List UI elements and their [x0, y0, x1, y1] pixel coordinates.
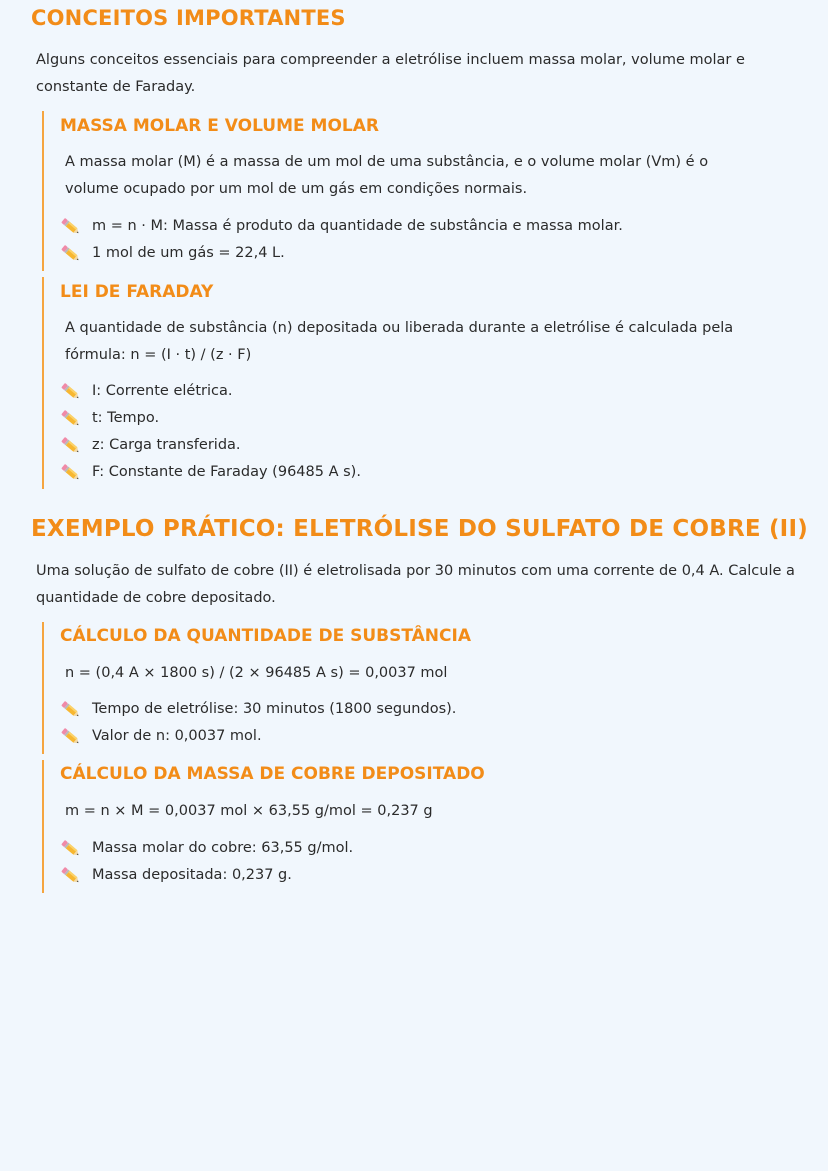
pencil-icon — [59, 243, 81, 263]
list-item: 1 mol de um gás = 22,4 L. — [59, 239, 623, 266]
pencil-icon — [59, 408, 81, 428]
list-item: Tempo de eletrólise: 30 minutos (1800 segundos). — [59, 695, 456, 722]
list-item: m = n · M: Massa é produto da quantidade de substância e massa molar. — [59, 212, 623, 239]
mass-bullet-list — [59, 834, 353, 888]
example-title: EXEMPLO PRÁTICO: ELETRÓLISE DO SULFATO DE COBRE (II) — [31, 516, 808, 542]
pencil-icon — [59, 726, 81, 746]
section-substance — [42, 622, 802, 754]
pencil-icon — [59, 435, 81, 455]
list-item: t: Tempo. — [59, 404, 361, 431]
pencil-icon — [59, 699, 81, 719]
pencil-icon — [59, 838, 81, 858]
molar-text: A massa molar (M) é a massa de um mol de uma substância, e o volume molar (Vm) é o volume ocupado por um mol de um gás em condições normais. — [65, 154, 709, 197]
example-intro: Uma solução de sulfato de cobre (II) é eletrolisada por 30 minutos com uma corrente de 0,4 A. Calcule a quantidade de cobre depositado. — [36, 563, 795, 606]
list-item: Valor de n: 0,0037 mol. — [59, 722, 456, 749]
substance-bullet-list — [59, 695, 456, 749]
mass-title: CÁLCULO DA MASSA DE COBRE DEPOSITADO — [60, 764, 485, 784]
molar-bullet-list — [59, 212, 623, 266]
list-item: Massa molar do cobre: 63,55 g/mol. — [59, 834, 353, 861]
concepts-intro: Alguns conceitos essenciais para compreender a eletrólise incluem massa molar, volume molar e constante de Faraday. — [36, 52, 745, 95]
concepts-title: CONCEITOS IMPORTANTES — [31, 6, 346, 30]
section-faraday — [42, 277, 802, 489]
faraday-bullet-list — [59, 377, 361, 485]
mass-formula: m = n × M = 0,0037 mol × 63,55 g/mol = 0,237 g — [65, 803, 433, 819]
section-mass — [42, 760, 802, 893]
pencil-icon — [59, 865, 81, 885]
pencil-icon — [59, 462, 81, 482]
list-item: F: Constante de Faraday (96485 A s). — [59, 458, 361, 485]
list-item: I: Corrente elétrica. — [59, 377, 361, 404]
molar-title: MASSA MOLAR E VOLUME MOLAR — [60, 116, 380, 136]
faraday-text: A quantidade de substância (n) depositada ou liberada durante a eletrólise é calculada pela fórmula: n = (I · t) / (z · F) — [65, 320, 734, 363]
list-item: z: Carga transferida. — [59, 431, 361, 458]
list-item: Massa depositada: 0,237 g. — [59, 861, 353, 888]
substance-title: CÁLCULO DA QUANTIDADE DE SUBSTÂNCIA — [60, 626, 471, 646]
pencil-icon — [59, 216, 81, 236]
substance-formula: n = (0,4 A × 1800 s) / (2 × 96485 A s) = 0,0037 mol — [65, 665, 448, 681]
pencil-icon — [59, 381, 81, 401]
section-molar — [42, 111, 802, 271]
faraday-title: LEI DE FARADAY — [60, 282, 214, 302]
